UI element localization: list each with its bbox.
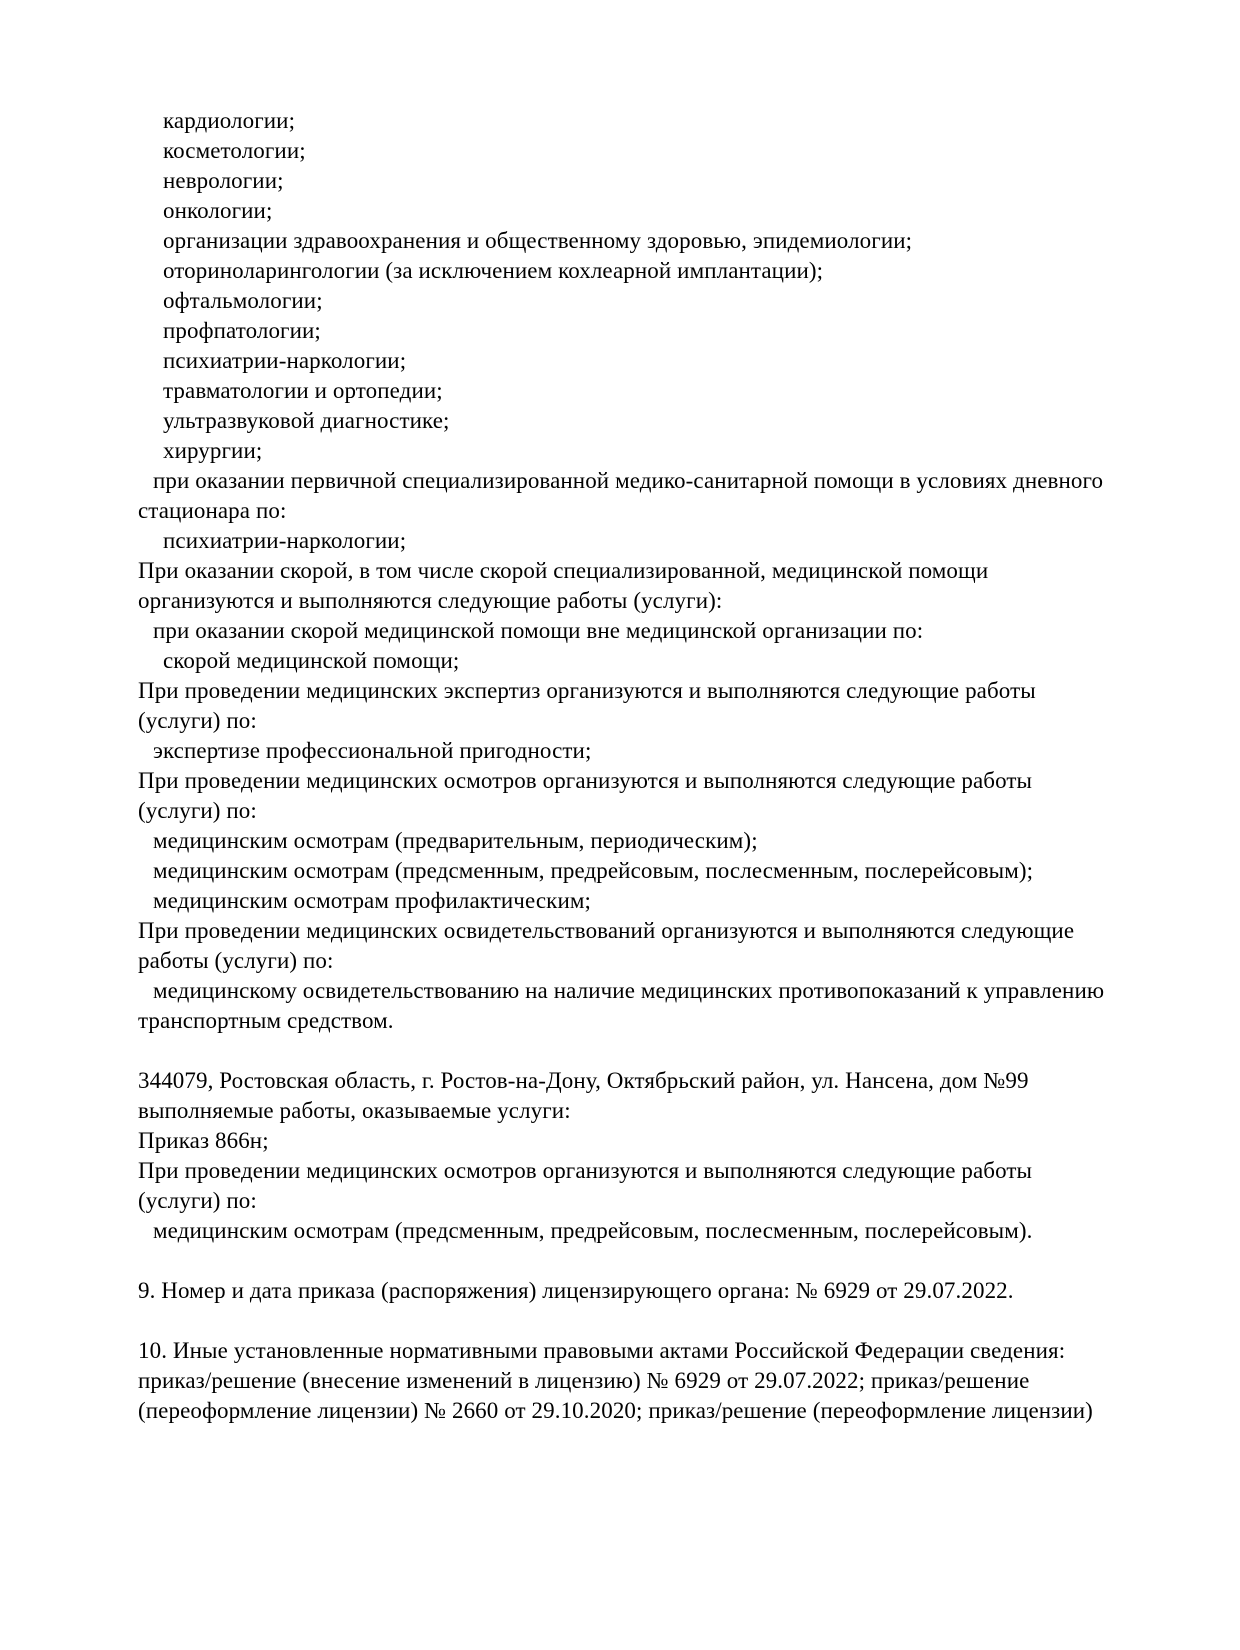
text-line: работы (услуги) по: (138, 948, 334, 973)
text-line: при оказании скорой медицинской помощи вне медицинской организации по: (153, 618, 924, 643)
text-line: психиатрии-наркологии; (163, 348, 407, 373)
text-line: (услуги) по: (138, 1188, 257, 1213)
text-line: (переоформление лицензии) № 2660 от 29.10.2020; приказ/решение (переоформление лицензии) (138, 1398, 1093, 1423)
text-line: ультразвуковой диагностике; (163, 408, 450, 433)
text-line: экспертизе профессиональной пригодности; (153, 738, 592, 763)
text-line: оториноларингологии (за исключением кохлеарной имплантации); (163, 258, 824, 283)
text-line: организуются и выполняются следующие работы (услуги): (138, 588, 723, 613)
text-line: приказ/решение (внесение изменений в лицензию) № 6929 от 29.07.2022; приказ/решение (138, 1368, 1030, 1393)
text-line: 344079, Ростовская область, г. Ростов-на-Дону, Октябрьский район, ул. Нансена, дом №99 (138, 1068, 1029, 1093)
text-line: При проведении медицинских освидетельствований организуются и выполняются следующие (138, 918, 1075, 943)
text-line: онкологии; (163, 198, 273, 223)
text-line: скорой медицинской помощи; (163, 648, 460, 673)
blank-line (138, 1306, 1148, 1336)
text-line: медицинским осмотрам (предсменным, предрейсовым, послесменным, послерейсовым); (153, 858, 1034, 883)
text-line: медицинским осмотрам (предсменным, предрейсовым, послесменным, послерейсовым). (153, 1218, 1033, 1243)
text-line: хирургии; (163, 438, 263, 463)
text-line: организации здравоохранения и общественному здоровью, эпидемиологии; (163, 228, 913, 253)
text-line: Приказ 866н; (138, 1128, 269, 1153)
text-line: неврологии; (163, 168, 284, 193)
text-line: при оказании первичной специализированной медико-санитарной помощи в условиях дневного (153, 468, 1104, 493)
text-line: При оказании скорой, в том числе скорой специализированной, медицинской помощи (138, 558, 989, 583)
text-line: При проведении медицинских осмотров организуются и выполняются следующие работы (138, 768, 1033, 793)
text-line: медицинским осмотрам профилактическим; (153, 888, 591, 913)
text-line: косметологии; (163, 138, 306, 163)
text-line: стационара по: (138, 498, 287, 523)
text-line: медицинскому освидетельствованию на наличие медицинских противопоказаний к управлению (153, 978, 1105, 1003)
text-line: транспортным средством. (138, 1008, 394, 1033)
text-line: При проведении медицинских экспертиз организуются и выполняются следующие работы (138, 678, 1036, 703)
text-line: При проведении медицинских осмотров организуются и выполняются следующие работы (138, 1158, 1033, 1183)
text-line: психиатрии-наркологии; (163, 528, 407, 553)
document-text-block (138, 106, 1148, 1426)
text-line: кардиологии; (163, 108, 296, 133)
text-line: офтальмологии; (163, 288, 323, 313)
text-line: (услуги) по: (138, 798, 257, 823)
text-line: 9. Номер и дата приказа (распоряжения) лицензирующего органа: № 6929 от 29.07.2022. (138, 1278, 1014, 1303)
text-line: выполняемые работы, оказываемые услуги: (138, 1098, 571, 1123)
text-line: 10. Иные установленные нормативными правовыми актами Российской Федерации сведения: (138, 1338, 1066, 1363)
text-line: травматологии и ортопедии; (163, 378, 443, 403)
blank-line (138, 1246, 1148, 1276)
text-line: профпатологии; (163, 318, 321, 343)
text-line: (услуги) по: (138, 708, 257, 733)
text-line: медицинским осмотрам (предварительным, периодическим); (153, 828, 758, 853)
blank-line (138, 1036, 1148, 1066)
